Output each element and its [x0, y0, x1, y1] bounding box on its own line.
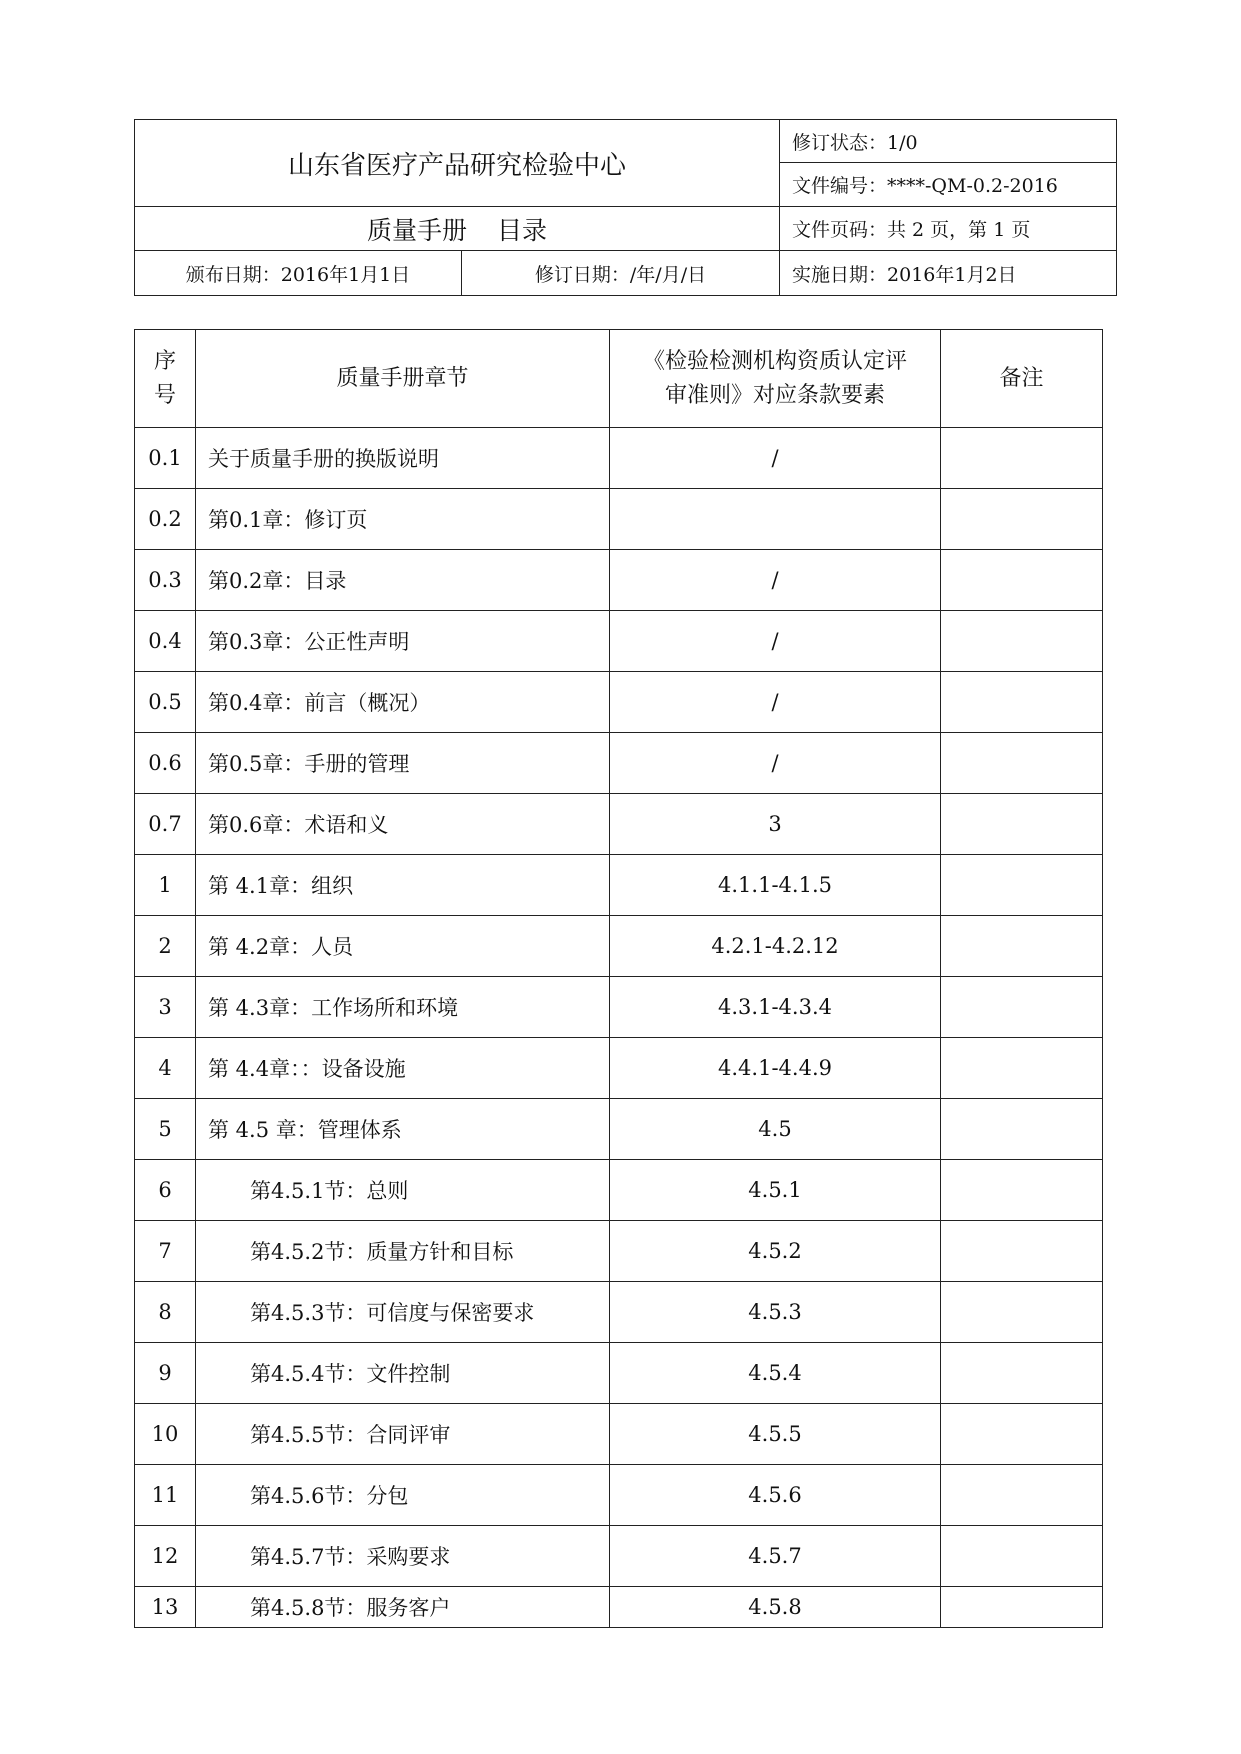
- table-row: [135, 1038, 1103, 1099]
- row-section: 第4.5.6节：分包: [196, 1465, 610, 1526]
- header-section: 质量手册章节: [196, 330, 610, 428]
- table-row: [135, 1160, 1103, 1221]
- table-row: [135, 794, 1103, 855]
- row-clause: /: [610, 672, 941, 733]
- page-info: 文件页码：共 2 页，第 1 页: [780, 207, 1117, 251]
- document-header: [134, 119, 1117, 296]
- row-section: 第4.5.4节：文件控制: [196, 1343, 610, 1404]
- row-section: 第 4.2章：人员: [196, 916, 610, 977]
- row-number: 3: [135, 977, 196, 1038]
- row-clause: 4.3.1-4.3.4: [610, 977, 941, 1038]
- organization-name: 山东省医疗产品研究检验中心: [135, 120, 780, 207]
- row-number: 2: [135, 916, 196, 977]
- row-number: 4: [135, 1038, 196, 1099]
- table-row: [135, 1343, 1103, 1404]
- header-seq-line1: 序: [153, 348, 176, 374]
- row-number: 5: [135, 1099, 196, 1160]
- row-section: 第0.6章：术语和义: [196, 794, 610, 855]
- row-number: 0.2: [135, 489, 196, 550]
- row-number: 0.4: [135, 611, 196, 672]
- row-clause: 4.5.6: [610, 1465, 941, 1526]
- row-section: 第0.3章：公正性声明: [196, 611, 610, 672]
- row-remark: [941, 733, 1103, 794]
- row-remark: [941, 1160, 1103, 1221]
- row-section: 第0.5章：手册的管理: [196, 733, 610, 794]
- row-clause: 4.5.5: [610, 1404, 941, 1465]
- row-remark: [941, 611, 1103, 672]
- row-clause: 4.4.1-4.4.9: [610, 1038, 941, 1099]
- row-number: 0.3: [135, 550, 196, 611]
- table-row: [135, 428, 1103, 489]
- contents-table: [134, 329, 1103, 1628]
- header-remark: 备注: [941, 330, 1103, 428]
- row-number: 11: [135, 1465, 196, 1526]
- header-seq-line2: 号: [153, 382, 176, 408]
- table-row: [135, 611, 1103, 672]
- row-section: 第4.5.3节：可信度与保密要求: [196, 1282, 610, 1343]
- row-clause: 4.5.1: [610, 1160, 941, 1221]
- table-row: [135, 672, 1103, 733]
- row-clause: [610, 489, 941, 550]
- row-remark: [941, 794, 1103, 855]
- row-remark: [941, 916, 1103, 977]
- row-clause: 4.5.3: [610, 1282, 941, 1343]
- row-remark: [941, 1404, 1103, 1465]
- header-seq: [135, 330, 196, 428]
- issue-date: 颁布日期：2016年1月1日: [135, 251, 462, 296]
- row-number: 6: [135, 1160, 196, 1221]
- row-clause: 4.1.1-4.1.5: [610, 855, 941, 916]
- row-number: 10: [135, 1404, 196, 1465]
- row-number: 0.6: [135, 733, 196, 794]
- row-clause: 4.5.7: [610, 1526, 941, 1587]
- row-remark: [941, 1526, 1103, 1587]
- row-section: 第4.5.1节：总则: [196, 1160, 610, 1221]
- row-number: 12: [135, 1526, 196, 1587]
- row-remark: [941, 489, 1103, 550]
- row-section: 第 4.1章：组织: [196, 855, 610, 916]
- row-number: 0.5: [135, 672, 196, 733]
- row-section: 第4.5.5节：合同评审: [196, 1404, 610, 1465]
- row-number: 1: [135, 855, 196, 916]
- row-section: 第4.5.7节：采购要求: [196, 1526, 610, 1587]
- row-section: 第0.2章：目录: [196, 550, 610, 611]
- revise-date: 修订日期：/年/月/日: [462, 251, 780, 296]
- row-clause: 4.5.2: [610, 1221, 941, 1282]
- row-remark: [941, 550, 1103, 611]
- row-remark: [941, 855, 1103, 916]
- document-title: 质量手册 目录: [135, 207, 780, 251]
- row-number: 0.1: [135, 428, 196, 489]
- row-remark: [941, 1282, 1103, 1343]
- row-section: 第4.5.8节：服务客户: [196, 1587, 610, 1628]
- row-remark: [941, 977, 1103, 1038]
- file-number: 文件编号：****-QM-0.2-2016: [780, 163, 1117, 207]
- row-number: 7: [135, 1221, 196, 1282]
- table-row: [135, 916, 1103, 977]
- row-section: 第 4.4章：：设备设施: [196, 1038, 610, 1099]
- effective-date: 实施日期：2016年1月2日: [780, 251, 1117, 296]
- header-clause-line2: 审准则》对应条款要素: [664, 382, 885, 408]
- row-clause: 4.2.1-4.2.12: [610, 916, 941, 977]
- table-row: [135, 1221, 1103, 1282]
- table-row: [135, 1465, 1103, 1526]
- row-section: 第4.5.2节：质量方针和目标: [196, 1221, 610, 1282]
- row-clause: /: [610, 733, 941, 794]
- row-number: 13: [135, 1587, 196, 1628]
- row-remark: [941, 1465, 1103, 1526]
- row-remark: [941, 1099, 1103, 1160]
- table-row: [135, 855, 1103, 916]
- header-clause: [610, 330, 941, 428]
- table-row: [135, 977, 1103, 1038]
- table-row: [135, 1404, 1103, 1465]
- row-clause: /: [610, 428, 941, 489]
- row-clause: 4.5.8: [610, 1587, 941, 1628]
- header-clause-line1: 《检验检测机构资质认定评: [642, 348, 907, 374]
- row-remark: [941, 1343, 1103, 1404]
- row-remark: [941, 672, 1103, 733]
- revision-status: 修订状态：1/0: [780, 120, 1117, 163]
- row-section: 关于质量手册的换版说明: [196, 428, 610, 489]
- row-remark: [941, 1587, 1103, 1628]
- row-clause: /: [610, 550, 941, 611]
- row-clause: /: [610, 611, 941, 672]
- row-section: 第 4.3章：工作场所和环境: [196, 977, 610, 1038]
- table-row: [135, 1099, 1103, 1160]
- row-number: 0.7: [135, 794, 196, 855]
- row-section: 第 4.5 章：管理体系: [196, 1099, 610, 1160]
- row-section: 第0.4章：前言（概况）: [196, 672, 610, 733]
- row-number: 8: [135, 1282, 196, 1343]
- row-section: 第0.1章：修订页: [196, 489, 610, 550]
- row-remark: [941, 428, 1103, 489]
- table-row: [135, 1587, 1103, 1628]
- row-remark: [941, 1038, 1103, 1099]
- table-row: [135, 1282, 1103, 1343]
- row-clause: 3: [610, 794, 941, 855]
- row-remark: [941, 1221, 1103, 1282]
- table-header-row: [135, 330, 1103, 428]
- table-row: [135, 489, 1103, 550]
- row-clause: 4.5: [610, 1099, 941, 1160]
- contents-table-body: [135, 330, 1103, 1628]
- row-number: 9: [135, 1343, 196, 1404]
- row-clause: 4.5.4: [610, 1343, 941, 1404]
- table-row: [135, 550, 1103, 611]
- table-row: [135, 1526, 1103, 1587]
- table-row: [135, 733, 1103, 794]
